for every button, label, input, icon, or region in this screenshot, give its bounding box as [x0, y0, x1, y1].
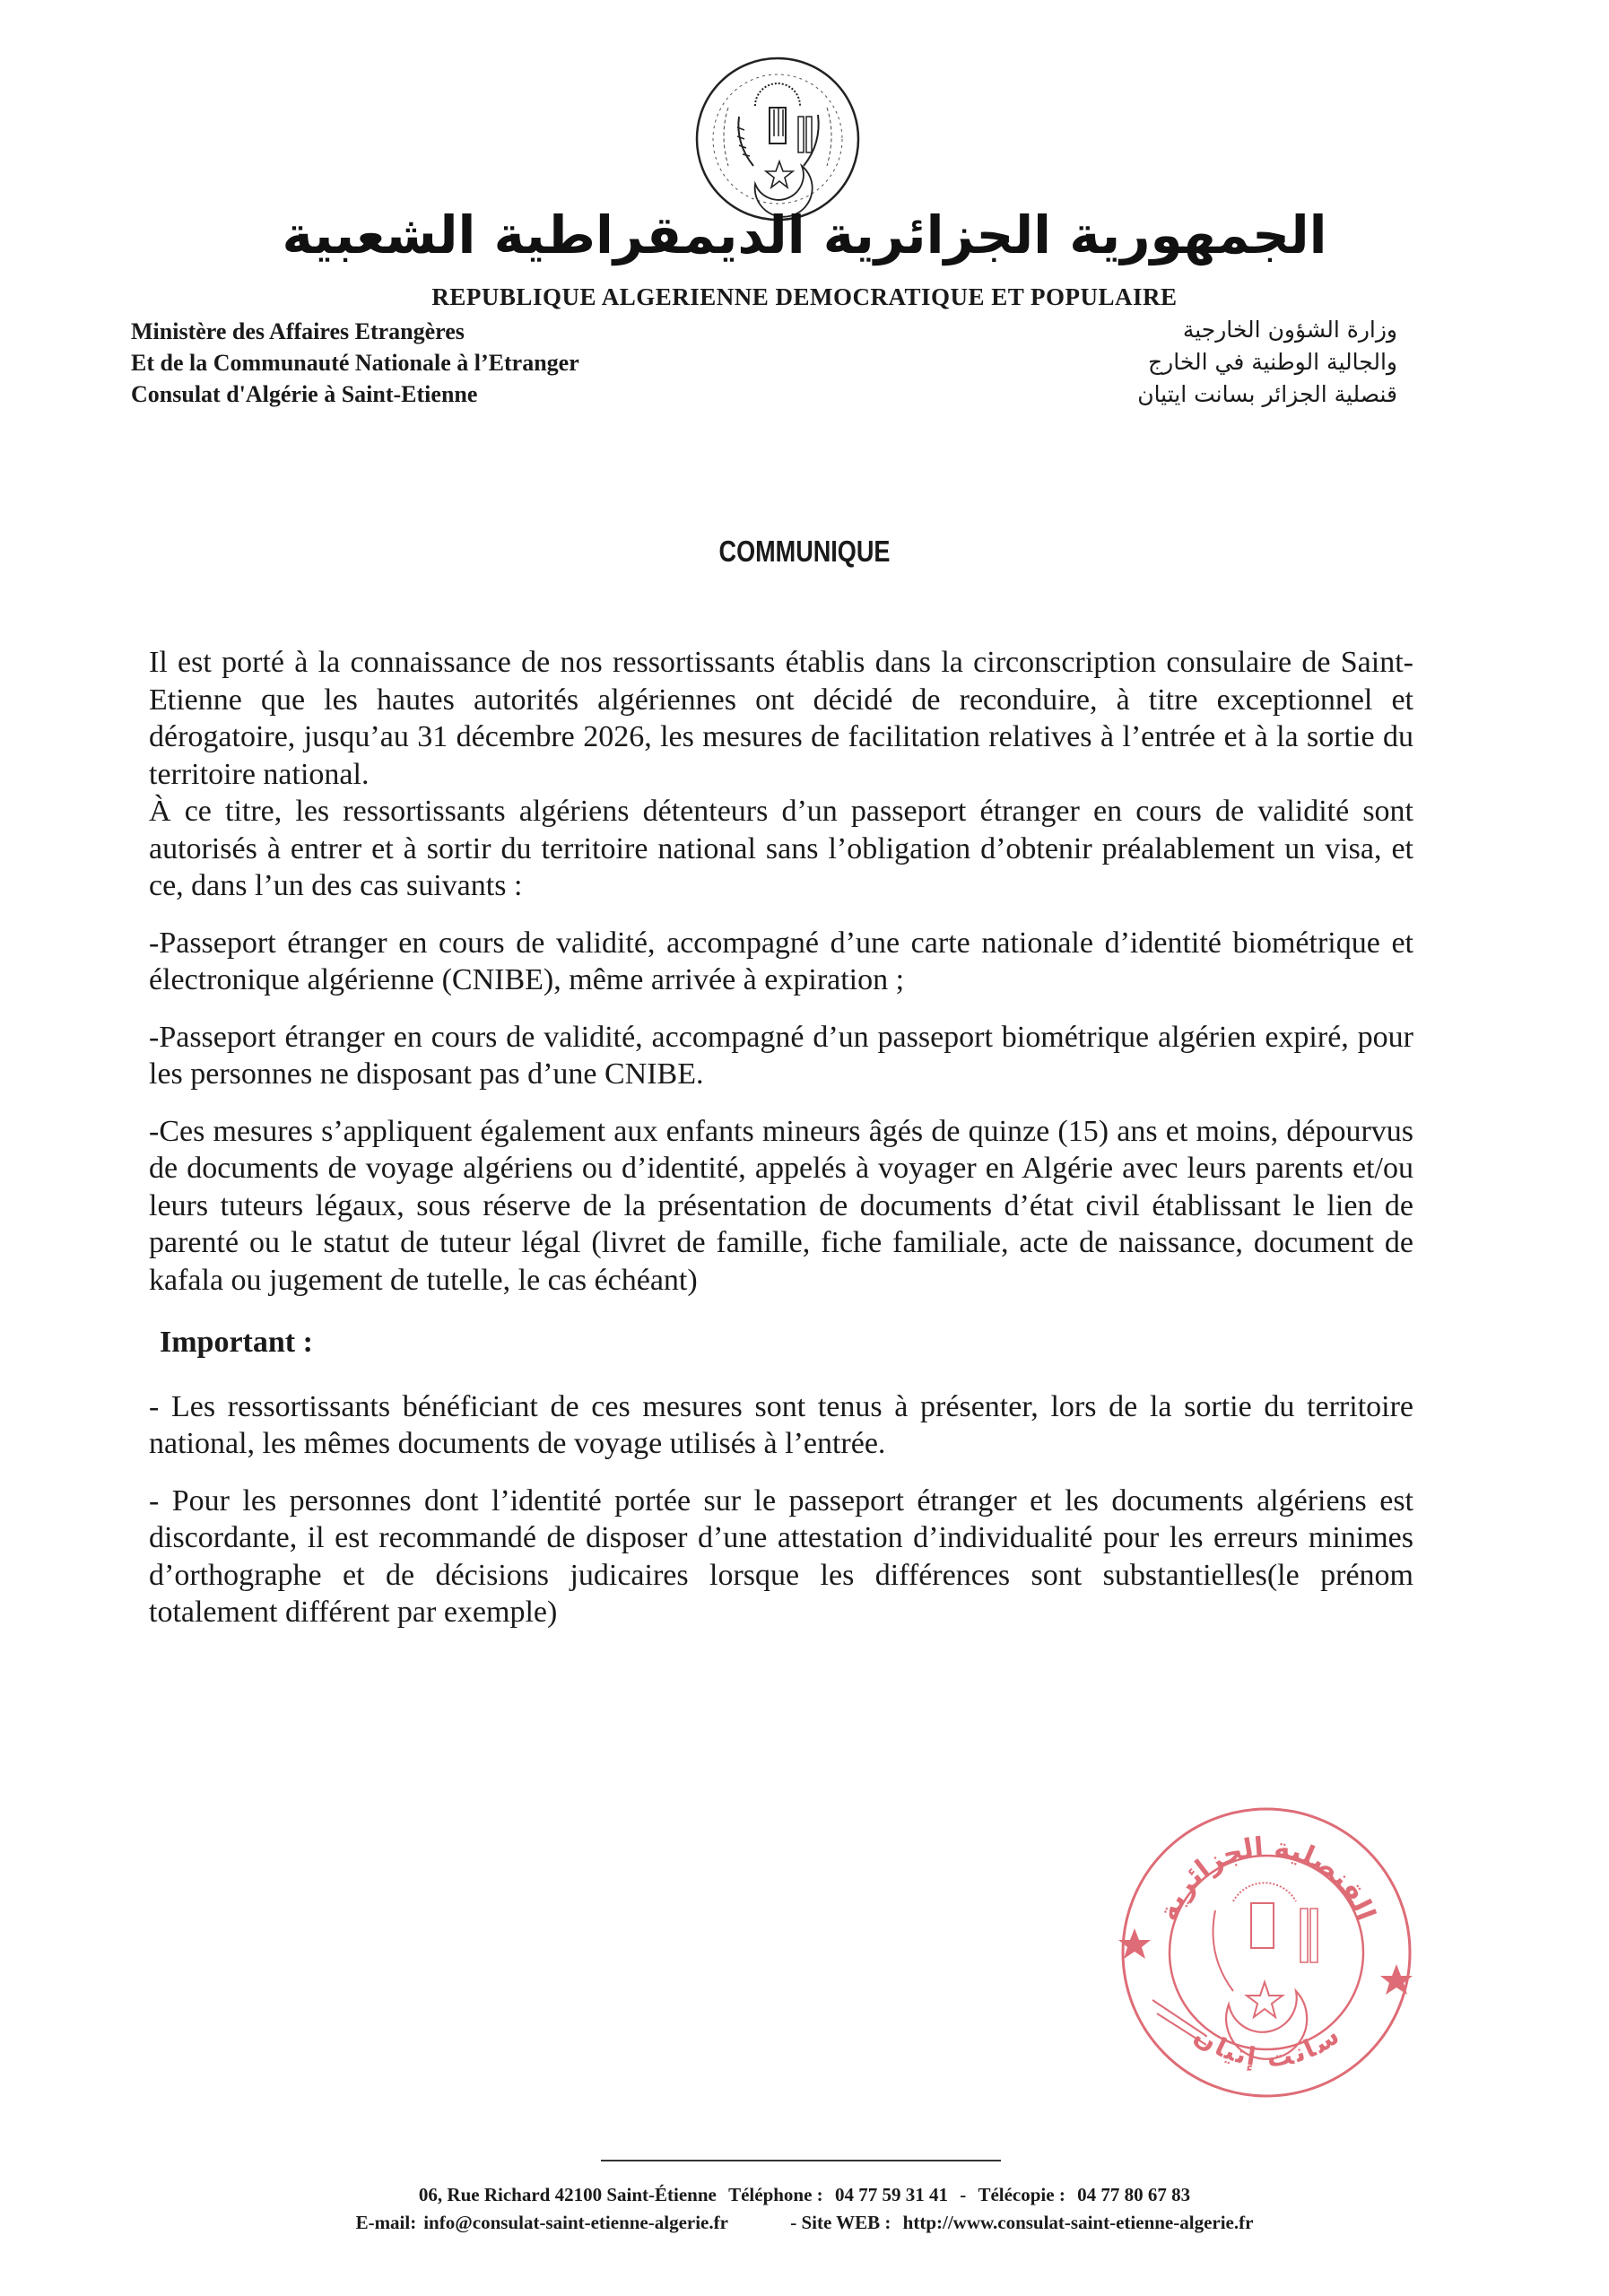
case-minors: -Ces mesures s’appliquent également aux enfants mineurs âgés de quinze (15) ans et moins, dépourvus de documents de voyage algériens ou d’identité, appelés à voyager en Algérie avec leurs parents et/ou leurs tuteurs légaux, sous réserve de la présentation de documents d’état civil établissant le lien de parenté ou le statut de tuteur légal (livret de famille, fiche familiale, acte de naissance, document de kafala ou jugement de tutelle, le cas échéant)	[149, 1114, 1413, 1297]
paragraph-conditions: À ce titre, les ressortissants algériens détenteurs d’un passeport étranger en cours de validité sont autorisés à entrer et à sortir du territoire national sans l’obligation d’obtenir préalablement un visa, et ce, dans l’un des cas suivants :	[149, 795, 1413, 902]
ministry-line-ar: وزارة الشؤون الخارجية	[1182, 317, 1397, 343]
important-item: - Pour les personnes dont l’identité portée sur le passeport étranger et les documents algériens est discordante, il est recommandé de disposer d’une attestation d’individualité pour les erreurs minimes d’orthographe et de décisions judicaires lorsque les différences sont substantielles(le prénom totalement différent par exemple)	[149, 1483, 1413, 1629]
footer-fax-label: Télécopie :	[978, 2184, 1065, 2205]
stamp-bottom-text: سانت إتيان	[1188, 2020, 1345, 2074]
community-line-ar: والجالية الوطنية في الخارج	[1148, 349, 1397, 375]
document-title: COMMUNIQUE	[718, 535, 891, 568]
ministry-line: Ministère des Affaires Etrangères	[131, 318, 465, 344]
consulate-line: Consulat d'Algérie à Saint-Etienne	[131, 381, 478, 407]
footer-row-address	[0, 2181, 1609, 2209]
footer-email-link[interactable]: info@consulat-saint-etienne-algerie.fr	[423, 2212, 728, 2233]
ministry-block-ar	[1137, 314, 1397, 411]
document-body	[149, 644, 1413, 1631]
footer-email-label: E-mail:	[355, 2212, 417, 2233]
algeria-national-emblem-icon	[692, 54, 863, 224]
consulate-line-ar: قنصلية الجزائر بسانت ايتيان	[1137, 381, 1397, 407]
republic-title: REPUBLIQUE ALGERIENNE DEMOCRATIQUE ET POPULAIRE	[431, 283, 1178, 310]
important-heading: Important :	[160, 1326, 313, 1359]
stamp-top-text: القنصلية الجزائرية	[1152, 1831, 1382, 1926]
ministry-block-fr	[131, 316, 579, 410]
footer-phone[interactable]: 04 77 59 31 41	[834, 2184, 948, 2205]
footer-contact	[0, 2181, 1609, 2237]
arabic-republic-title: الجمهورية الجزائرية الديمقراطية الشعبية	[282, 204, 1327, 265]
svg-text:سانت إتيان	[1189, 2021, 1344, 2074]
footer-row-web	[0, 2209, 1609, 2237]
footer-fax: 04 77 80 67 83	[1077, 2184, 1191, 2205]
footer-address: 06, Rue Richard 42100 Saint-Étienne	[418, 2184, 717, 2205]
footer-divider	[601, 2160, 1001, 2161]
community-line: Et de la Communauté Nationale à l’Etranger	[131, 350, 579, 376]
footer-separator: -	[960, 2184, 967, 2205]
paragraph-intro: Il est porté à la connaissance de nos ressortissants établis dans la circonscription consulaire de Saint-Etienne que les hautes autorités algériennes ont décidé de reconduire, à titre exceptionnel et dérogatoire, jusqu’au 31 décembre 2026, les mesures de facilitation relatives à l’entrée et à la sortie du territoire national.	[149, 646, 1413, 791]
case-expired-passport: -Passeport étranger en cours de validité, accompagné d’un passeport biométrique algérien expiré, pour les personnes ne disposant pas d’une CNIBE.	[149, 1020, 1413, 1091]
case-cnibe: -Passeport étranger en cours de validité, accompagné d’une carte nationale d’identité biométrique et électronique algérienne (CNIBE), même arrivée à expiration ;	[149, 926, 1413, 996]
consulate-red-stamp-icon	[1117, 1803, 1417, 2103]
footer-site-label: - Site WEB :	[790, 2212, 891, 2233]
footer-site-link[interactable]: http://www.consulat-saint-etienne-algerie.fr	[902, 2212, 1254, 2233]
important-item: - Les ressortissants bénéficiant de ces mesures sont tenus à présenter, lors de la sortie du territoire national, les mêmes documents de voyage utilisés à l’entrée.	[149, 1389, 1413, 1460]
svg-text:القنصلية الجزائرية	[1152, 1831, 1381, 1925]
footer-phone-label: Téléphone :	[728, 2184, 823, 2205]
